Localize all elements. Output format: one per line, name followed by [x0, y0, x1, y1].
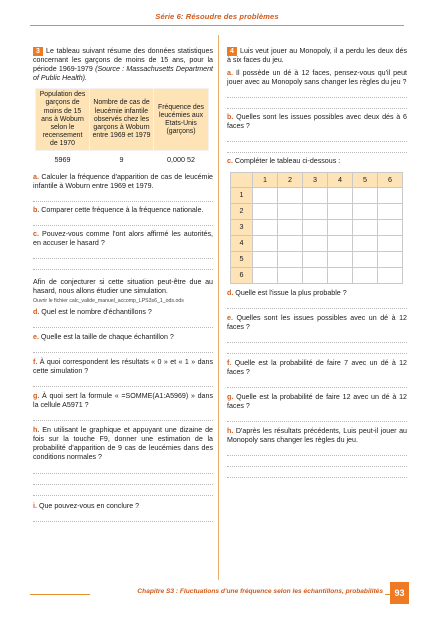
grid-row-header: 3: [231, 219, 253, 235]
grid-cell[interactable]: [353, 267, 378, 283]
grid-col-header: 3: [303, 172, 328, 187]
grid-cell[interactable]: [303, 187, 328, 203]
answer-line: [227, 411, 407, 422]
grid-cell[interactable]: [328, 251, 353, 267]
answer-line: [227, 467, 407, 478]
grid-col-header: 6: [378, 172, 403, 187]
table-row: [36, 151, 209, 169]
grid-col-header: 2: [278, 172, 303, 187]
question-4h: h. D'après les résultats précédents, Luis peut-il jouer au Monopoly sans changer les règles du jeu.: [227, 427, 407, 445]
exercise-3-intro: 3 Le tableau suivant résume des données statistiques concernant les garçons de moins de 15 ans, pour la période 1969-1979 (Source : Massachusetts Department of Public Health).: [33, 47, 213, 83]
chapter-footer: Chapitre S3 : Fluctuations d'une fréquence selon les échantillons, probabilités: [90, 588, 385, 596]
answer-line: [33, 376, 213, 387]
question-4c: c. Compléter le tableau ci-dessous :: [227, 157, 341, 166]
answer-line: [33, 474, 213, 485]
question-4g: g. Quelle est la probabilité de faire 12 avec un dé à 12 faces ?: [227, 392, 407, 411]
grid-cell[interactable]: [278, 267, 303, 283]
grid-cell[interactable]: [353, 203, 378, 219]
grid-row: [231, 235, 403, 251]
file-note: Ouvrir le fichier calc_valide_manuel_accomp_LPS3s6_1_ods.ods: [33, 298, 184, 305]
answer-line: [33, 259, 213, 270]
exercise-4-number: 4: [227, 47, 237, 56]
exercise-3-source: (Source : Massachusetts Department of Public Health).: [33, 65, 213, 83]
question-3h: h. En utilisant le graphique et appuyant une dizaine de fois sur la touche F9, donner une estimation de la probabilité d'apparition de 9 cas de leucémies dans des conditions normales ?: [33, 426, 213, 462]
answer-line: [227, 87, 407, 98]
grid-cell[interactable]: [303, 219, 328, 235]
grid-cell[interactable]: [253, 251, 278, 267]
simulation-text: Afin de conjecturer si cette situation peut-être due au hasard, nous allons étudier une simulation.: [33, 277, 213, 295]
grid-cell[interactable]: [328, 187, 353, 203]
question-4e: e. Quelles sont les issues possibles avec un dé à 12 faces ?: [227, 313, 407, 331]
grid-row-header: 1: [231, 187, 253, 203]
grid-cell[interactable]: [253, 267, 278, 283]
question-3b: b. Comparer cette fréquence à la fréquence nationale.: [33, 205, 204, 214]
question-4a: a. Il possède un dé à 12 faces, pensez-vous qu'il peut jouer avec au Monopoly sans changer les règles du jeu ?: [227, 69, 407, 87]
grid-cell[interactable]: [378, 251, 403, 267]
table-header-population: Population des garçons de moins de 15 ans à Woburn selon le recensement de 1970: [36, 89, 90, 151]
grid-row-header: 6: [231, 267, 253, 283]
statistics-table: [35, 88, 209, 168]
grid-cell[interactable]: [303, 203, 328, 219]
exercise-4-intro: 4 Luis veut jouer au Monopoly, il a perdu les deux dés à six faces du jeu.: [227, 47, 407, 65]
answer-line: [227, 332, 407, 343]
question-3d: d. Quel est le nombre d'échantillons ?: [33, 307, 152, 316]
grid-row: [231, 219, 403, 235]
answer-line: [33, 410, 213, 421]
grid-cell[interactable]: [278, 187, 303, 203]
grid-row: [231, 251, 403, 267]
grid-col-header: 1: [253, 172, 278, 187]
question-4f: f. Quelle est la probabilité de faire 7 avec un dé à 12 faces ?: [227, 358, 407, 376]
answer-line: [227, 445, 407, 456]
page-number: 93: [390, 582, 409, 604]
grid-cell[interactable]: [353, 235, 378, 251]
grid-cell[interactable]: [303, 251, 328, 267]
table-header-cases: Nombre de cas de leucémie infantile observés chez les garçons à Woburn entre 1969 et 1979: [90, 89, 154, 151]
table-cell-population: 5969: [54, 155, 71, 165]
answer-line: [33, 317, 213, 328]
answer-line: [227, 343, 407, 354]
grid-cell[interactable]: [328, 219, 353, 235]
question-3f: f. À quoi correspondent les résultats « 0 » et « 1 » dans cette simulation ?: [33, 357, 213, 375]
grid-cell[interactable]: [303, 267, 328, 283]
grid-cell[interactable]: [328, 203, 353, 219]
grid-cell[interactable]: [278, 251, 303, 267]
answer-line: [33, 215, 213, 226]
grid-cell[interactable]: [353, 219, 378, 235]
exercise-3: [33, 47, 213, 522]
question-3i: i. Que pouvez-vous en conclure ?: [33, 501, 140, 510]
answer-line: [227, 98, 407, 109]
answer-line: [227, 456, 407, 467]
grid-cell[interactable]: [378, 267, 403, 283]
grid-cell[interactable]: [253, 219, 278, 235]
grid-cell[interactable]: [253, 203, 278, 219]
answer-line: [33, 463, 213, 474]
exercise-4: [227, 47, 407, 478]
grid-cell[interactable]: [378, 203, 403, 219]
answer-line: [33, 248, 213, 259]
serie-title: Série 6: Résoudre des problèmes: [155, 12, 279, 21]
grid-col-header: 4: [328, 172, 353, 187]
grid-cell[interactable]: [328, 267, 353, 283]
grid-cell[interactable]: [253, 187, 278, 203]
grid-cell[interactable]: [353, 251, 378, 267]
answer-line: [227, 142, 407, 153]
question-3e: e. Quelle est la taille de chaque échantillon ?: [33, 332, 174, 341]
dice-sum-table: [230, 172, 403, 284]
question-3a: a. Calculer la fréquence d'apparition de cas de leucémie infantile à Woburn entre 1969 et 1979.: [33, 172, 213, 190]
grid-corner: [231, 172, 253, 187]
exercise-3-number: 3: [33, 47, 43, 56]
grid-cell[interactable]: [378, 235, 403, 251]
table-header-frequency: Fréquence des leucémies aux Etats-Unis (garçons): [154, 89, 209, 151]
answer-line: [33, 191, 213, 202]
table-cell-frequency: 0,000 52: [167, 155, 195, 165]
grid-cell[interactable]: [278, 235, 303, 251]
question-3g: g. À quoi sert la formule « =SOMME(A1:A5969) » dans la cellule A5971 ?: [33, 392, 213, 410]
table-cell-cases: 9: [119, 155, 124, 165]
question-4d: d. Quelle est l'issue la plus probable ?: [227, 288, 347, 297]
answer-line: [33, 342, 213, 353]
grid-cell[interactable]: [253, 235, 278, 251]
answer-line: [227, 131, 407, 142]
grid-row-header: 4: [231, 235, 253, 251]
answer-line: [227, 298, 407, 309]
grid-row: [231, 203, 403, 219]
grid-cell[interactable]: [378, 187, 403, 203]
answer-line: [33, 485, 213, 496]
question-3c: c. Pouvez-vous comme l'ont alors affirmé les autorités, en accuser le hasard ?: [33, 229, 213, 247]
grid-cell[interactable]: [353, 187, 378, 203]
grid-row-header: 5: [231, 251, 253, 267]
grid-row: [231, 267, 403, 283]
grid-cell[interactable]: [303, 235, 328, 251]
grid-row: [231, 187, 403, 203]
grid-cell[interactable]: [378, 219, 403, 235]
grid-cell[interactable]: [278, 203, 303, 219]
grid-cell[interactable]: [278, 219, 303, 235]
question-4b: b. Quelles sont les issues possibles avec deux dés à 6 faces ?: [227, 113, 407, 131]
grid-cell[interactable]: [328, 235, 353, 251]
grid-row-header: 2: [231, 203, 253, 219]
grid-col-header: 5: [353, 172, 378, 187]
answer-line: [227, 377, 407, 388]
title-rule: [30, 25, 404, 26]
column-divider: [218, 35, 219, 580]
answer-line: [33, 511, 213, 522]
